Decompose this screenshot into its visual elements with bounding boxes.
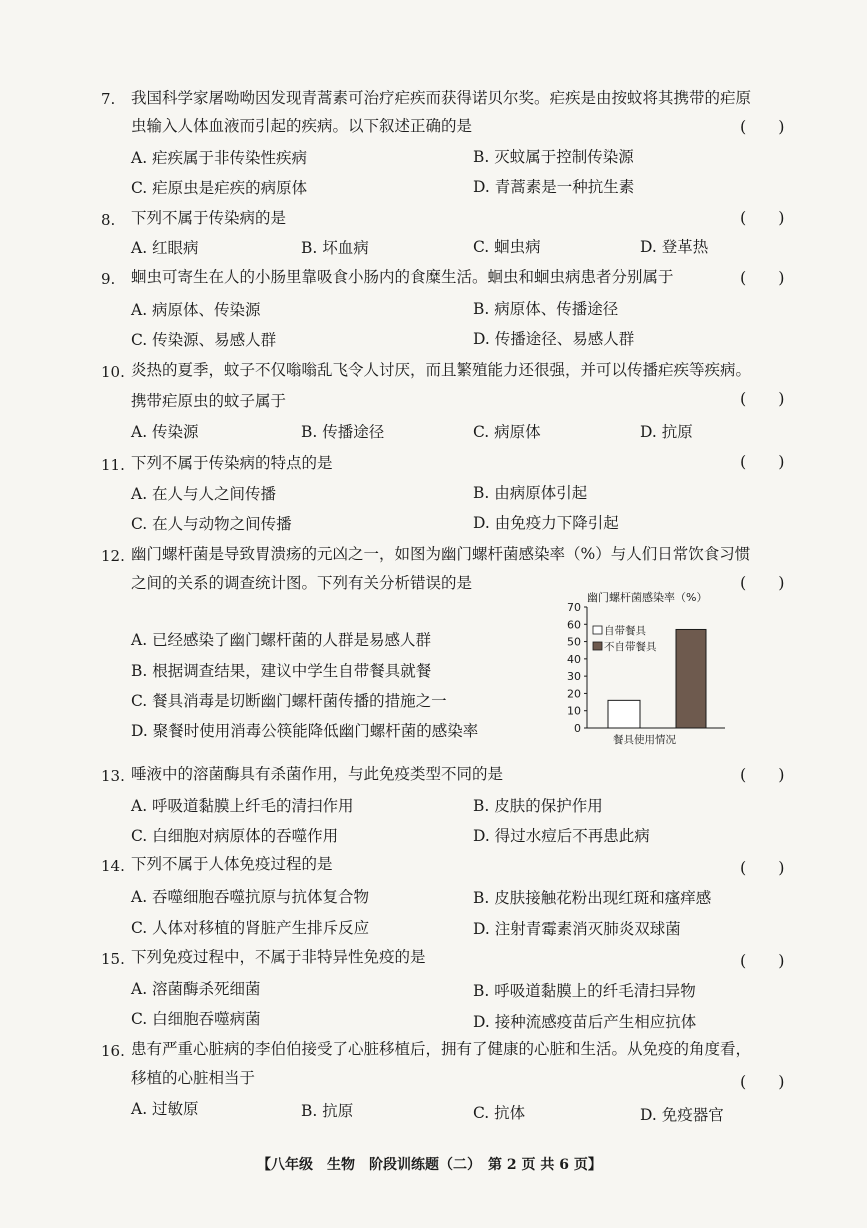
question-14-answer-blank[interactable]: ( ) [740,858,785,877]
question-13-option-c[interactable]: C. 白细胞对病原体的吞噬作用 [131,827,339,845]
y-tick-label: 0 [574,722,581,735]
bar-no-own-utensils [676,629,706,728]
question-14-number: 14. [101,857,125,875]
question-16-number: 16. [101,1042,125,1060]
y-axis-ticks [567,601,587,735]
question-9-option-a[interactable]: A. 病原体、传染源 [131,301,261,319]
question-7-option-d[interactable]: D. 青蒿素是一种抗生素 [473,178,635,196]
question-15-option-a[interactable]: A. 溶菌酶杀死细菌 [131,980,261,998]
y-tick-label: 60 [567,618,581,632]
question-12-option-a[interactable]: A. 已经感染了幽门螺杆菌的人群是易感人群 [131,631,432,649]
question-9-number: 9. [101,270,116,288]
question-8-option-b[interactable]: B. 坏血病 [301,239,369,257]
question-16-option-c[interactable]: C. 抗体 [473,1104,526,1122]
question-15-option-c[interactable]: C. 白细胞吞噬病菌 [131,1010,261,1028]
question-10-number: 10. [101,363,125,381]
y-tick-label: 10 [567,704,581,718]
question-16-option-a[interactable]: A. 过敏原 [131,1100,199,1118]
question-10-stem-line1: 炎热的夏季，蚊子不仅嗡嗡乱飞令人讨厌，而且繁殖能力还很强，并可以传播疟疾等疾病。 [131,361,752,379]
question-7-option-c[interactable]: C. 疟原虫是疟疾的病原体 [131,179,308,197]
x-axis-label: 餐具使用情况 [613,734,676,745]
question-12-option-d[interactable]: D. 聚餐时使用消毒公筷能降低幽门螺杆菌的感染率 [131,722,479,740]
question-12-number: 12. [101,547,125,565]
question-10-option-d[interactable]: D. 抗原 [640,423,693,441]
question-15-option-d[interactable]: D. 接种流感疫苗后产生相应抗体 [473,1013,697,1031]
question-11-option-d[interactable]: D. 由免疫力下降引起 [473,514,619,532]
question-15-option-b[interactable]: B. 呼吸道黏膜上的纤毛清扫异物 [473,982,696,1000]
question-8-number: 8. [101,211,116,229]
question-16-option-b[interactable]: B. 抗原 [301,1102,354,1120]
question-15-answer-blank[interactable]: ( ) [740,951,785,970]
question-13-answer-blank[interactable]: ( ) [740,765,785,784]
question-12-option-b[interactable]: B. 根据调查结果，建议中学生自带餐具就餐 [131,662,432,680]
question-10-option-c[interactable]: C. 病原体 [473,423,541,441]
question-7-option-b[interactable]: B. 灭蚊属于控制传染源 [473,148,634,166]
question-15-stem: 下列免疫过程中，不属于非特异性免疫的是 [131,948,426,966]
question-11-option-c[interactable]: C. 在人与动物之间传播 [131,515,292,533]
question-16-answer-blank[interactable]: ( ) [740,1072,785,1091]
question-11-stem: 下列不属于传染病的特点的是 [131,454,333,472]
question-16-stem-line1: 患有严重心脏病的李伯伯接受了心脏移植后，拥有了健康的心脏和生活。从免疫的角度看， [131,1040,752,1058]
page-footer: 【八年级 生物 阶段训练题（二） 第 2 页 共 6 页】 [257,1157,602,1173]
question-16-option-d[interactable]: D. 免疫器官 [640,1106,724,1124]
question-7-stem-line1: 我国科学家屠呦呦因发现青蒿素可治疗疟疾而获得诺贝尔奖。疟疾是由按蚊将其携带的疟原 [131,89,752,107]
question-9-option-b[interactable]: B. 病原体、传播途径 [473,300,619,318]
question-14-option-c[interactable]: C. 人体对移植的肾脏产生排斥反应 [131,919,370,937]
question-10-answer-blank[interactable]: ( ) [740,389,785,408]
question-8-option-d[interactable]: D. 登革热 [640,238,709,256]
y-tick-label: 20 [567,687,581,701]
question-11-number: 11. [101,456,125,474]
question-16-stem-line2: 移植的心脏相当于 [131,1069,256,1087]
question-9-answer-blank[interactable]: ( ) [740,268,785,287]
legend-swatch-no-own-utensils [593,642,602,650]
infection-rate-chart [545,585,745,745]
question-8-answer-blank[interactable]: ( ) [740,208,785,227]
question-7-number: 7. [101,90,116,108]
question-13-option-a[interactable]: A. 呼吸道黏膜上纤毛的清扫作用 [131,797,354,815]
question-13-stem: 唾液中的溶菌酶具有杀菌作用，与此免疫类型不同的是 [131,765,504,783]
question-7-answer-blank[interactable]: ( ) [740,117,785,136]
question-9-option-c[interactable]: C. 传染源、易感人群 [131,331,277,349]
y-tick-label: 50 [567,635,581,649]
legend-label-own-utensils: 自带餐具 [604,625,646,637]
legend-label-no-own-utensils: 不自带餐具 [604,641,657,653]
question-9-option-d[interactable]: D. 传播途径、易感人群 [473,330,635,348]
question-11-option-b[interactable]: B. 由病原体引起 [473,484,588,502]
question-12-stem-line2: 之间的关系的调查统计图。下列有关分析错误的是 [131,574,473,592]
question-15-number: 15. [101,950,125,968]
question-11-option-a[interactable]: A. 在人与人之间传播 [131,485,277,503]
question-8-stem: 下列不属于传染病的是 [131,209,287,227]
question-10-option-b[interactable]: B. 传播途径 [301,423,385,441]
question-7-stem-line2: 虫输入人体血液而引起的疾病。以下叙述正确的是 [131,117,473,135]
legend-swatch-own-utensils [593,626,602,634]
question-7-option-a[interactable]: A. 疟疾属于非传染性疾病 [131,149,308,167]
bar-own-utensils [608,700,640,728]
question-8-option-a[interactable]: A. 红眼病 [131,239,199,257]
question-14-option-a[interactable]: A. 吞噬细胞吞噬抗原与抗体复合物 [131,888,370,906]
question-8-option-c[interactable]: C. 蛔虫病 [473,238,541,256]
y-tick-label: 70 [567,601,581,614]
question-12-stem-line1: 幽门螺杆菌是导致胃溃疡的元凶之一，如图为幽门螺杆菌感染率（%）与人们日常饮食习惯 [131,545,751,563]
question-10-stem-line2: 携带疟原虫的蚊子属于 [131,392,287,410]
question-14-stem: 下列不属于人体免疫过程的是 [131,855,333,873]
question-13-option-b[interactable]: B. 皮肤的保护作用 [473,797,603,815]
question-14-option-b[interactable]: B. 皮肤接触花粉出现红斑和瘙痒感 [473,889,712,907]
y-tick-label: 30 [567,670,581,684]
question-10-option-a[interactable]: A. 传染源 [131,423,199,441]
chart-title: 幽门螺杆菌感染率（%） [587,591,708,604]
question-14-option-d[interactable]: D. 注射青霉素消灭肺炎双球菌 [473,920,681,938]
question-11-answer-blank[interactable]: ( ) [740,452,785,471]
question-12-answer-blank[interactable]: ( ) [740,573,785,592]
question-13-number: 13. [101,767,125,785]
y-tick-label: 40 [567,652,581,666]
question-12-option-c[interactable]: C. 餐具消毒是切断幽门螺杆菌传播的措施之一 [131,692,447,710]
question-13-option-d[interactable]: D. 得过水痘后不再患此病 [473,827,650,845]
question-9-stem: 蛔虫可寄生在人的小肠里靠吸食小肠内的食糜生活。蛔虫和蛔虫病患者分别属于 [131,268,674,286]
